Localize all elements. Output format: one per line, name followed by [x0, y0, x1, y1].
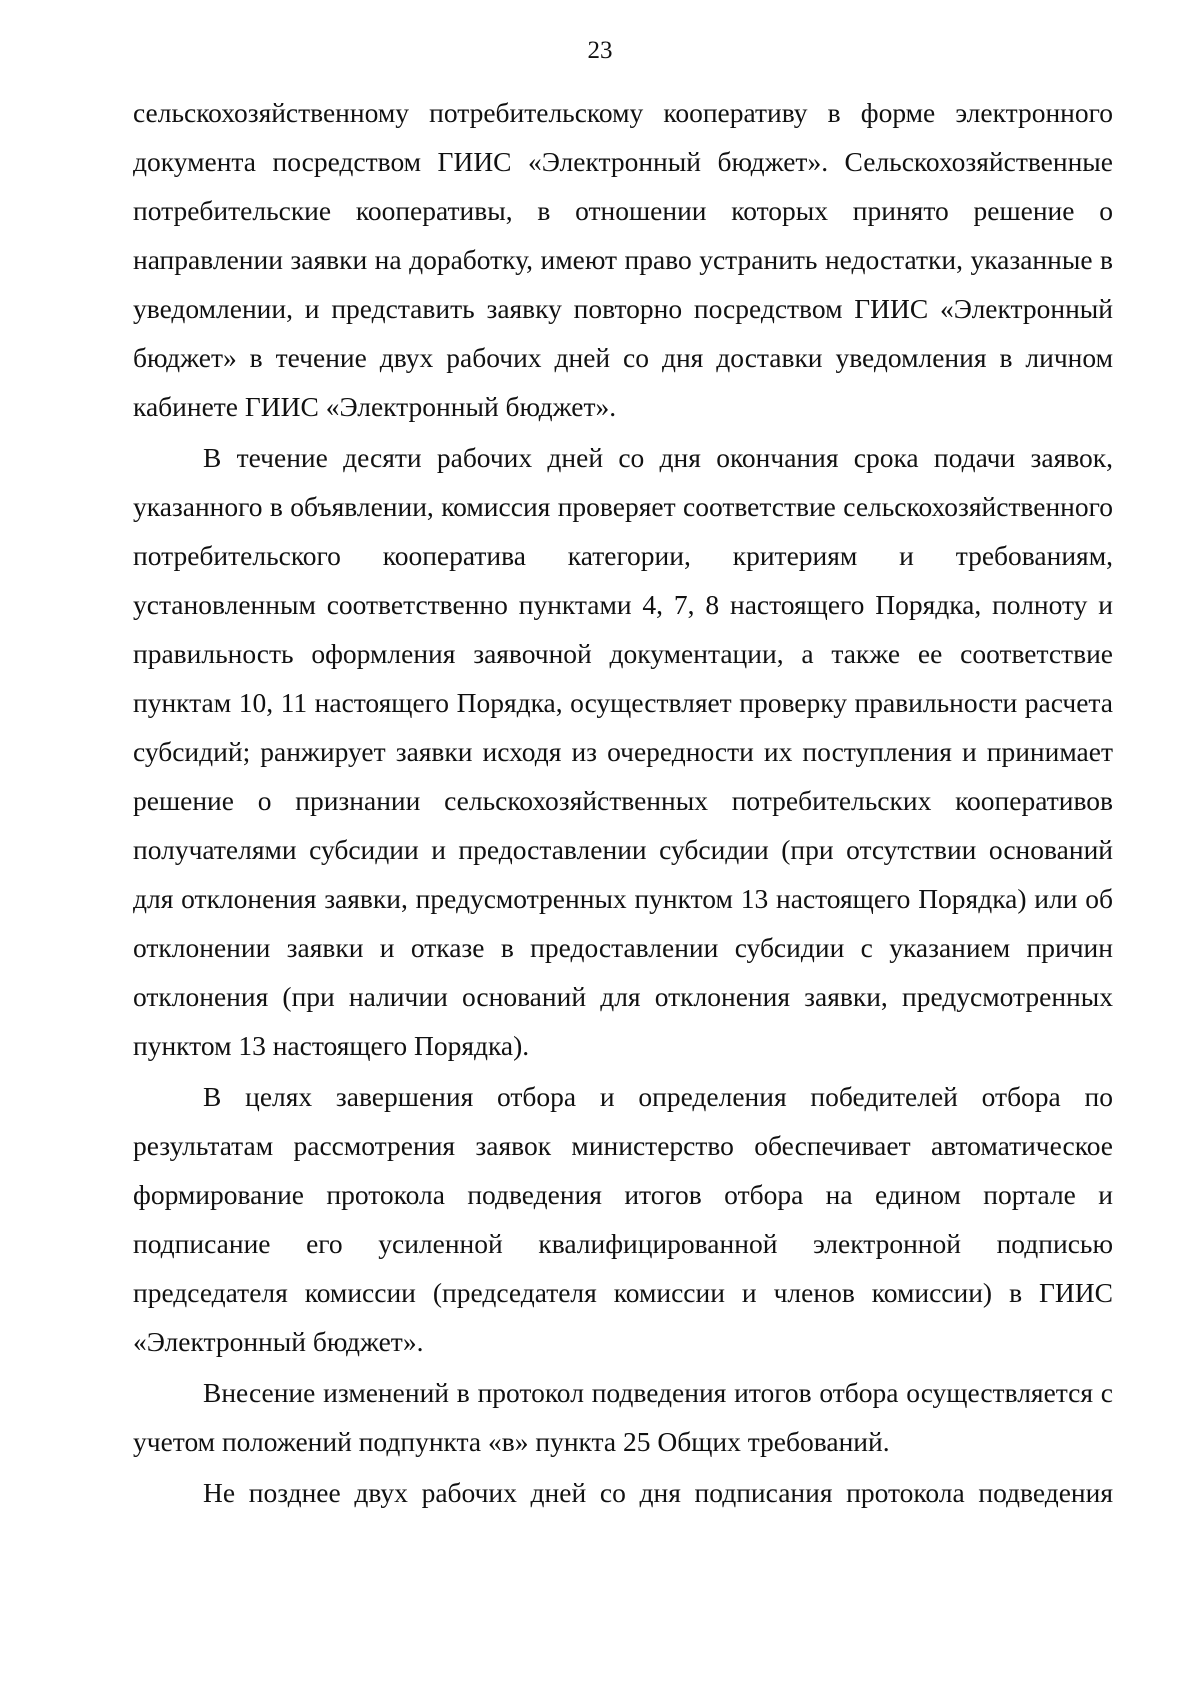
page-number: 23: [587, 37, 613, 64]
document-body: [133, 88, 1113, 1517]
paragraph-2: В течение десяти рабочих дней со дня окончания срока подачи заявок, указанного в объявлении, комиссия проверяет соответствие сельскохозяйственного потребительского кооператива категории, критериям и требованиям, установленным соответственно пунктами 4, 7, 8 настоящего Порядка, полноту и правильность оформления заявочной документации, а также ее соответствие пунктам 10, 11 настоящего Порядка, осуществляет проверку правильности расчета субсидий; ранжирует заявки исходя из очередности их поступления и принимает решение о признании сельскохозяйственных потребительских кооперативов получателями субсидии и предоставлении субсидии (при отсутствии оснований для отклонения заявки, предусмотренных пунктом 13 настоящего Порядка) или об отклонении заявки и отказе в предоставлении субсидии с указанием причин отклонения (при наличии оснований для отклонения заявки, предусмотренных пунктом 13 настоящего Порядка).: [133, 442, 1113, 1061]
paragraph-1: сельскохозяйственному потребительскому кооперативу в форме электронного документа посредством ГИИС «Электронный бюджет». Сельскохозяйственные потребительские кооперативы, в отношении которых принято решение о направлении заявки на доработку, имеют право устранить недостатки, указанные в уведомлении, и представить заявку повторно посредством ГИИС «Электронный бюджет» в течение двух рабочих дней со дня доставки уведомления в личном кабинете ГИИС «Электронный бюджет».: [133, 97, 1113, 422]
paragraph-4: Внесение изменений в протокол подведения итогов отбора осуществляется с учетом положений подпункта «в» пункта 25 Общих требований.: [133, 1377, 1113, 1457]
paragraph-3: В целях завершения отбора и определения победителей отбора по результатам рассмотрения заявок министерство обеспечивает автоматическое формирование протокола подведения итогов отбора на едином портале и подписание его усиленной квалифицированной электронной подписью председателя комиссии (председателя комиссии и членов комиссии) в ГИИС «Электронный бюджет».: [133, 1081, 1113, 1357]
paragraph-5: Не позднее двух рабочих дней со дня подписания протокола подведения: [203, 1477, 1113, 1508]
